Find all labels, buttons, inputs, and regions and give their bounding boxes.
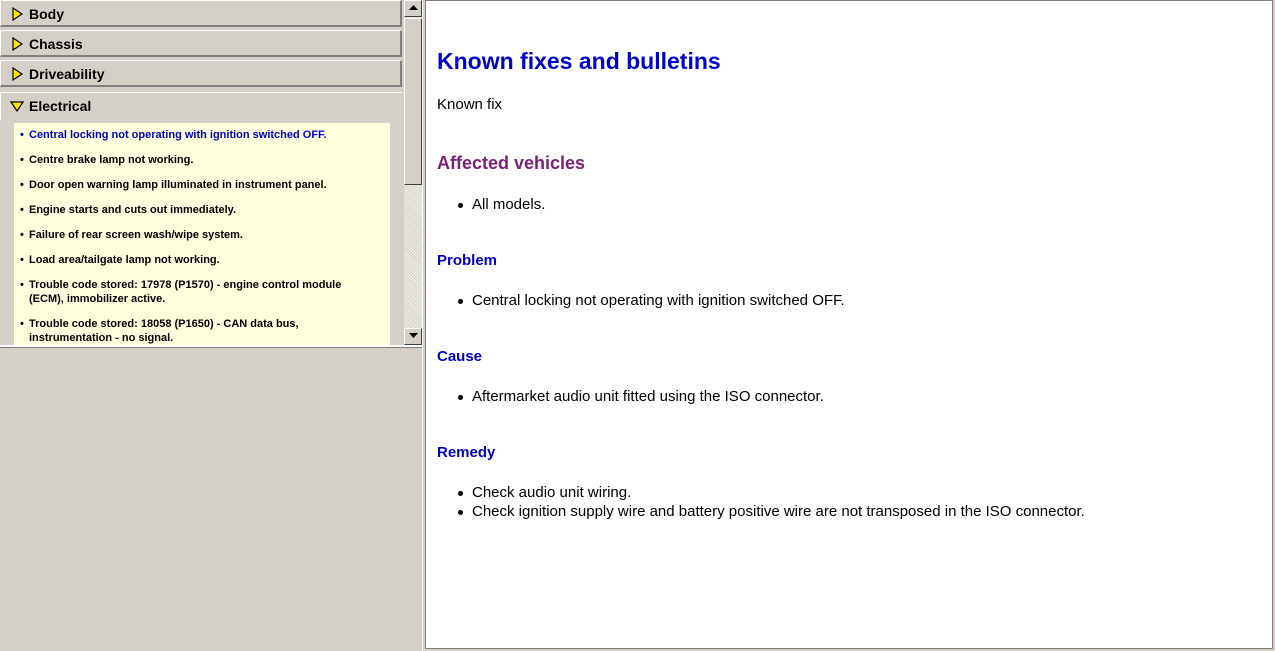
category-tree (0, 0, 422, 347)
category-body[interactable] (0, 0, 402, 27)
list-item: Central locking not operating with ignition switched OFF. (437, 291, 845, 310)
scrollbar-thumb[interactable] (404, 18, 422, 185)
electrical-items-list: • Central locking not operating with ignition switched OFF. • Centre brake lamp not working. • Door open warning lamp illuminated in instrument panel. • Engine starts and cuts out immediately. • Failure of rear screen wash/wipe system. • Load area/tailgate lamp not working. • Trouble code stored: 17978 (P1570) - engine control module (ECM), immobilizer active. • Trouble code stored: 18058 (P1650) - CAN data bus, instrumentation - no signal. (14, 123, 390, 345)
category-chassis[interactable] (0, 30, 402, 57)
list-item: Check audio unit wiring. (437, 483, 1085, 502)
expand-arrow-icon (10, 37, 24, 51)
affected-vehicles-heading: Affected vehicles (437, 153, 586, 173)
collapse-arrow-icon (10, 99, 24, 113)
category-label: Chassis (29, 36, 83, 52)
problem-heading: Problem (437, 252, 498, 269)
arrow-down-icon (409, 333, 418, 339)
cause-list (437, 387, 824, 406)
bulletin-type: Known fix (437, 96, 503, 113)
arrow-up-icon (409, 5, 418, 11)
list-item: Aftermarket audio unit fitted using the ISO connector. (437, 387, 824, 406)
category-electrical[interactable] (0, 92, 402, 120)
scroll-up-button[interactable] (404, 0, 422, 17)
affected-vehicles-list (437, 195, 545, 214)
page-title: Known fixes and bulletins (437, 48, 721, 74)
tree-scrollbar[interactable] (404, 0, 422, 345)
list-item: All models. (437, 195, 545, 214)
remedy-list (437, 483, 1085, 521)
expand-arrow-icon (10, 7, 24, 21)
category-label: Driveability (29, 66, 105, 82)
list-item: Check ignition supply wire and battery positive wire are not transposed in the ISO connector. (437, 502, 1085, 521)
bulletin-content-pane (425, 0, 1273, 649)
scroll-down-button[interactable] (404, 328, 422, 345)
remedy-heading: Remedy (437, 444, 496, 461)
category-label: Electrical (29, 98, 92, 114)
category-label: Body (29, 6, 64, 22)
problem-list (437, 291, 845, 310)
cause-heading: Cause (437, 348, 483, 365)
expand-arrow-icon (10, 67, 24, 81)
left-panel (0, 0, 424, 651)
category-driveability[interactable] (0, 60, 402, 87)
